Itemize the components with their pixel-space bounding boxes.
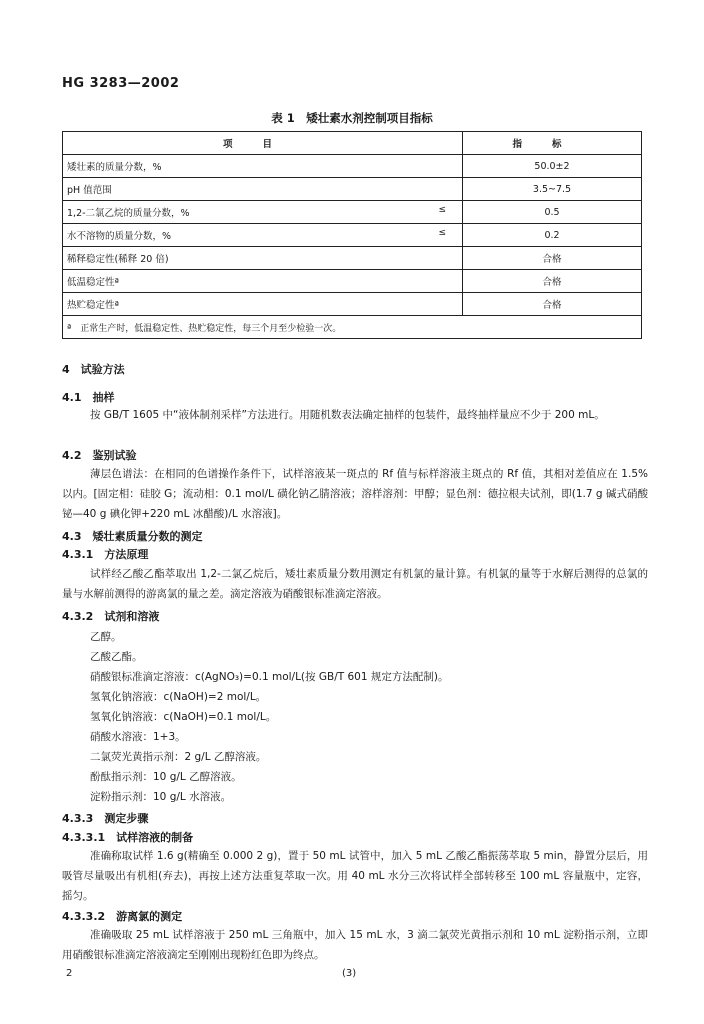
page-number: 2	[66, 968, 73, 979]
table-row	[63, 270, 642, 293]
section-heading: 4.1 抽样	[62, 391, 115, 404]
row-item-label: pH 值范围	[67, 185, 112, 196]
paragraph: 试样经乙酸乙酯萃取出 1,2-二氯乙烷后，矮壮素质量分数用测定有机氯的量计算。有机氯的量等于水解后测得的总氯的量与水解前测得的游离氯的量之差。滴定溶液为硝酸银标准滴定溶液。	[62, 568, 648, 600]
reagent-item: 氢氧化钠溶液：c(NaOH)=0.1 mol/L。	[90, 711, 277, 723]
column-header-item: 项目	[63, 132, 463, 155]
reagent-item: 酚酞指示剂：10 g/L 乙醇溶液。	[90, 771, 242, 783]
row-value: 0.2	[463, 224, 642, 247]
table-row	[63, 201, 642, 224]
table-footnote-row	[63, 316, 642, 339]
row-item	[63, 270, 463, 293]
paragraph: 准确称取试样 1.6 g(精确至 0.000 2 g)，置于 50 mL 试管中，加入 5 mL 乙酸乙酯振荡萃取 5 min，静置分层后，用吸管尽量吸出有机相(弃去)，再按上述方法重复萃取一次。用 40 mL 水分三次将试样全部转移至 100 mL 容量瓶中，定容，摇匀。	[62, 850, 648, 902]
row-item-label: 1,2-二氯乙烷的质量分数，%	[67, 208, 190, 219]
row-value: 合格	[463, 247, 642, 270]
table-row	[63, 247, 642, 270]
table-row	[63, 293, 642, 316]
row-item	[63, 247, 463, 270]
row-value: 合格	[463, 270, 642, 293]
row-item	[63, 224, 463, 247]
row-item-label: 低温稳定性ª	[67, 277, 119, 288]
comparison-symbol: ≤	[438, 228, 446, 238]
reagent-item: 硝酸水溶液：1+3。	[90, 731, 186, 743]
page-sequence: (3)	[342, 968, 357, 979]
reagent-item: 淀粉指示剂：10 g/L 水溶液。	[90, 791, 232, 803]
reagent-item: 乙醇。	[90, 631, 122, 643]
section-heading: 4.3.2 试剂和溶液	[62, 610, 160, 623]
row-item-label: 水不溶物的质量分数，%	[67, 231, 172, 242]
table-row	[63, 155, 642, 178]
spec-table	[62, 131, 642, 339]
section-heading: 4.3.3.2 游离氯的测定	[62, 910, 183, 923]
table-row	[63, 178, 642, 201]
section-heading: 4.3.3 测定步骤	[62, 812, 149, 825]
row-item-label: 稀释稳定性(稀释 20 倍)	[67, 254, 169, 265]
standard-code: HG 3283—2002	[62, 76, 180, 91]
row-value: 3.5~7.5	[463, 178, 642, 201]
row-item-label: 矮壮素的质量分数，%	[67, 162, 162, 173]
row-value: 合格	[463, 293, 642, 316]
comparison-symbol: ≤	[438, 205, 446, 215]
table-row	[63, 224, 642, 247]
row-item	[63, 178, 463, 201]
section-heading: 4.3.3.1 试样溶液的制备	[62, 831, 194, 844]
section-heading: 4.3 矮壮素质量分数的测定	[62, 530, 203, 543]
row-item	[63, 201, 463, 224]
row-item	[63, 293, 463, 316]
section-heading: 4.3.1 方法原理	[62, 548, 149, 561]
table-header-row	[63, 132, 642, 155]
row-value: 0.5	[463, 201, 642, 224]
reagent-item: 二氯荧光黄指示剂：2 g/L 乙醇溶液。	[90, 751, 267, 763]
row-item	[63, 155, 463, 178]
section-heading: 4 试验方法	[62, 363, 125, 376]
reagent-item: 乙酸乙酯。	[90, 651, 143, 663]
table-caption: 表 1 矮壮素水剂控制项目指标	[271, 111, 433, 125]
reagent-item: 氢氧化钠溶液：c(NaOH)=2 mol/L。	[90, 691, 267, 703]
paragraph: 按 GB/T 1605 中“液体制剂采样”方法进行。用随机数表法确定抽样的包装件，最终抽样量应不少于 200 mL。	[90, 409, 605, 421]
column-header-value: 指标	[463, 132, 642, 155]
paragraph: 薄层色谱法：在相同的色谱操作条件下，试样溶液某一斑点的 Rf 值与标样溶液主斑点的 Rf 值，其相对差值应在 1.5%以内。[固定相：硅胶 G；流动相：0.1 mol/L 磺化钠乙腈溶液；溶样溶剂：甲醇；显色剂：德拉根夫试剂，即(1.7 g 碱式硝酸铋—40 g 碘化钾+220 mL 冰醋酸)/L 水溶液]。	[62, 468, 648, 520]
paragraph: 准确吸取 25 mL 试样溶液于 250 mL 三角瓶中，加入 15 mL 水，3 滴二氯荧光黄指示剂和 10 mL 淀粉指示剂，立即用硝酸银标准滴定溶液滴定至刚刚出现粉红色即为终点。	[62, 929, 648, 961]
row-item-label: 热贮稳定性ª	[67, 300, 119, 311]
section-heading: 4.2 鉴别试验	[62, 449, 137, 462]
table-footnote: ª 正常生产时，低温稳定性、热贮稳定性，每三个月至少检验一次。	[63, 316, 642, 339]
row-value: 50.0±2	[463, 155, 642, 178]
reagent-item: 硝酸银标准滴定溶液：c(AgNO₃)=0.1 mol/L(按 GB/T 601 规定方法配制)。	[90, 671, 449, 683]
